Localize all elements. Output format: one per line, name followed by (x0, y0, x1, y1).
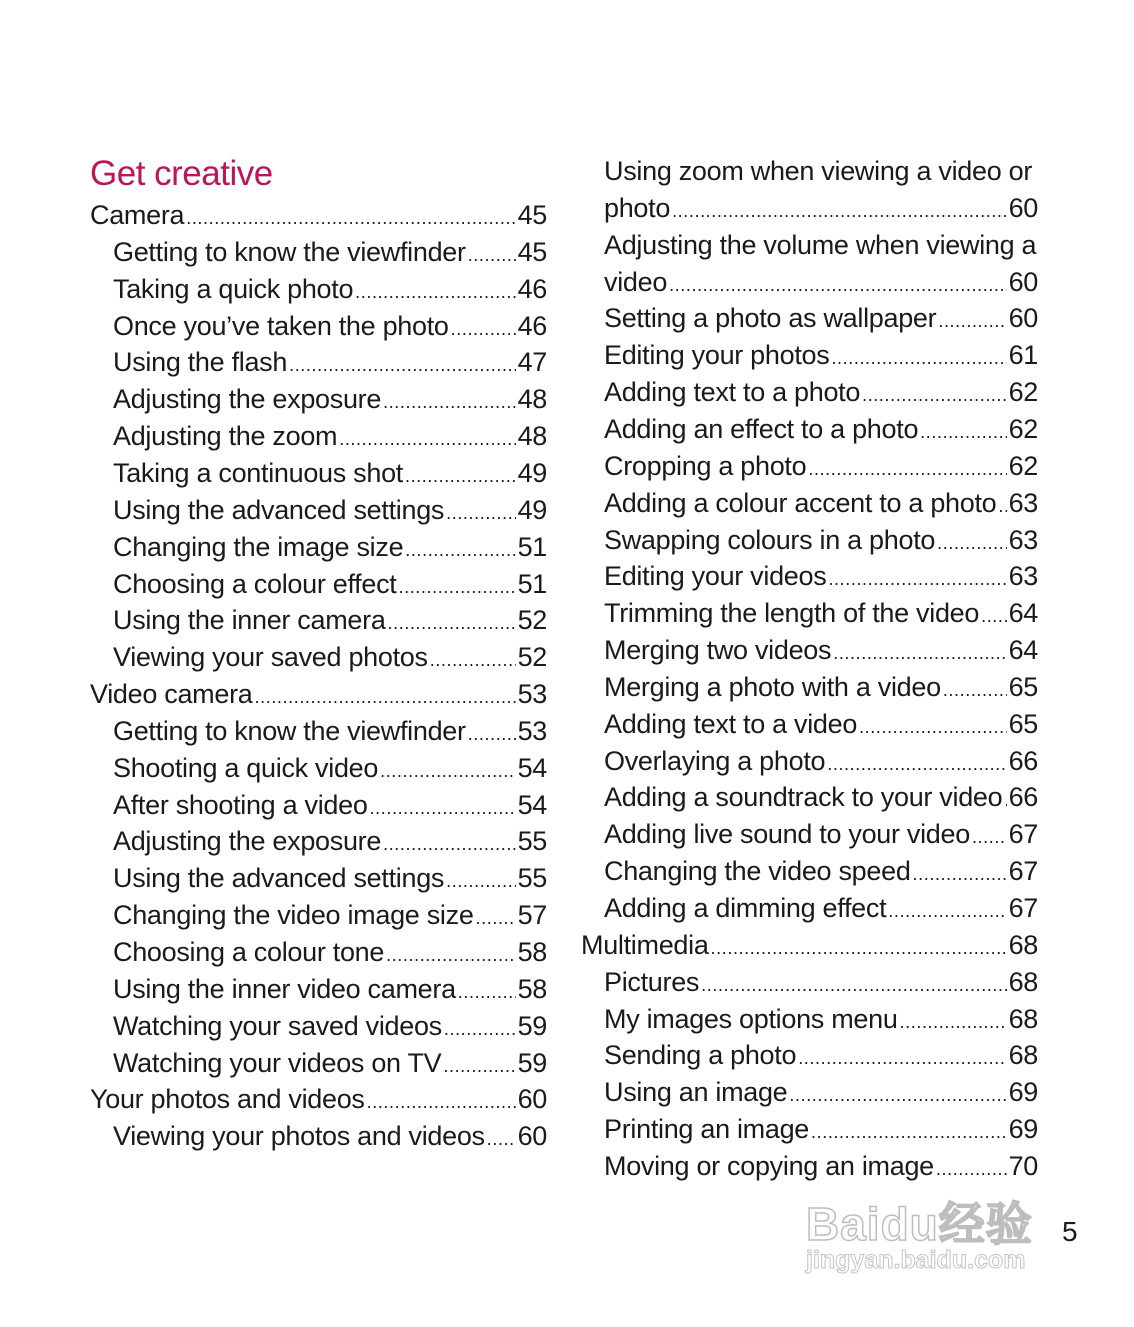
toc-entry-page: 63 (1008, 561, 1038, 592)
watermark-url: jingyan.baidu.com (806, 1246, 1026, 1274)
toc-entry-wrapped-line: Using zoom when viewing a video or (604, 156, 1033, 186)
toc-leader-dots (789, 1074, 1006, 1113)
toc-entry-title: After shooting a video (113, 789, 368, 820)
toc-leader-dots (380, 750, 515, 789)
toc-leader-dots (943, 669, 1007, 708)
toc-entry-page: 63 (1008, 524, 1038, 555)
toc-leader-dots (405, 455, 516, 494)
toc-entry (113, 492, 547, 528)
toc-entry-title: Trimming the length of the video (604, 598, 980, 629)
toc-leader-dots (399, 566, 516, 605)
toc-entry-title: Watching your videos on TV (113, 1047, 442, 1078)
toc-leader-dots (701, 964, 1006, 1003)
toc-entry (604, 337, 1038, 373)
toc-entry-title: Cropping a photo (604, 450, 807, 481)
toc-entry-title: Moving or copying an image (604, 1150, 934, 1181)
toc-entry-page: 48 (517, 384, 547, 415)
toc-leader-dots (920, 411, 1006, 450)
toc-entry-page: 68 (1008, 929, 1038, 960)
toc-entry-title: Editing your videos (604, 561, 827, 592)
toc-entry-page: 66 (1008, 745, 1038, 776)
toc-leader-dots (446, 492, 515, 531)
toc-leader-dots (1004, 779, 1006, 818)
toc-leader-dots (367, 1081, 516, 1120)
toc-entry-title: Taking a quick photo (113, 273, 354, 304)
toc-entry (604, 1148, 1038, 1184)
toc-entry (604, 300, 1038, 336)
toc-entry-page: 63 (1008, 487, 1038, 518)
toc-entry-title: Using the inner video camera (113, 973, 456, 1004)
toc-entry-page: 48 (517, 421, 547, 452)
toc-entry-title: Changing the video speed (604, 856, 911, 887)
toc-leader-dots (186, 197, 515, 236)
toc-leader-dots (711, 927, 1007, 966)
toc-entry-page: 60 (1008, 303, 1038, 334)
toc-entry (113, 602, 547, 638)
toc-entry (604, 1074, 1038, 1110)
toc-entry (604, 669, 1038, 705)
toc-leader-dots (913, 853, 1007, 892)
toc-entry (604, 558, 1038, 594)
toc-entry (113, 750, 547, 786)
toc-leader-dots (289, 344, 515, 383)
toc-entry (113, 934, 547, 970)
toc-entry-title: Using the advanced settings (113, 863, 445, 894)
toc-entry (113, 971, 547, 1007)
toc-entry-page: 53 (517, 679, 547, 710)
toc-leader-dots (339, 418, 515, 457)
toc-entry-page: 65 (1008, 708, 1038, 739)
toc-entry-title: Using the advanced settings (113, 494, 445, 525)
toc-entry-page: 46 (517, 273, 547, 304)
toc-entry (113, 381, 547, 417)
toc-entry-page: 54 (517, 752, 547, 783)
toc-entry-title: Getting to know the viewfinder (113, 236, 466, 267)
toc-entry (113, 308, 547, 344)
toc-leader-dots (888, 890, 1006, 929)
toc-entry-title: Merging a photo with a video (604, 671, 941, 702)
toc-entry-page: 62 (1008, 413, 1038, 444)
toc-entry-page: 49 (517, 457, 547, 488)
toc-leader-dots (383, 823, 515, 862)
toc-entry-page: 53 (517, 715, 547, 746)
toc-entry-page: 67 (1008, 856, 1038, 887)
toc-entry-page: 57 (517, 900, 547, 931)
toc-leader-dots (405, 529, 515, 568)
toc-entry (604, 190, 1038, 226)
toc-entry-page: 59 (517, 1010, 547, 1041)
toc-leader-dots (430, 639, 516, 678)
toc-entry-title: Printing an image (604, 1114, 810, 1145)
baidu-watermark (806, 1188, 1066, 1288)
toc-leader-dots (388, 602, 516, 641)
toc-entry-title: photo (604, 192, 671, 223)
toc-leader-dots (998, 485, 1006, 524)
toc-entry-title: Using the inner camera (113, 605, 386, 636)
toc-entry-title: Adding a soundtrack to your video (604, 782, 1003, 813)
toc-entry-title: Adjusting the exposure (113, 826, 382, 857)
toc-entry-page: 59 (517, 1047, 547, 1078)
toc-entry-page: 67 (1008, 893, 1038, 923)
toc-entry (113, 787, 547, 823)
toc-entry (113, 860, 547, 896)
section-title: Get creative (90, 154, 273, 193)
toc-entry-title: Adding a dimming effect (604, 893, 887, 923)
toc-entry-title: Sending a photo (604, 1040, 797, 1071)
toc-entry-title: Watching your saved videos (113, 1010, 442, 1041)
toc-entry-wrapped-line: Adjusting the volume when viewing a (604, 229, 1037, 260)
toc-entry (113, 1045, 547, 1081)
toc-entry-title: Using an image (604, 1077, 788, 1108)
toc-entry-page: 69 (1008, 1114, 1038, 1145)
toc-entry-title: Taking a continuous shot (113, 457, 403, 488)
toc-leader-dots (451, 308, 516, 347)
toc-entry (604, 1111, 1038, 1147)
toc-entry (90, 676, 547, 712)
toc-entry (113, 529, 547, 565)
toc-entry (604, 485, 1038, 521)
toc-entry-page: 61 (1008, 340, 1038, 371)
toc-entry-page: 58 (517, 973, 547, 1004)
toc-entry-title: Choosing a colour effect (113, 568, 397, 599)
toc-entry (604, 816, 1038, 852)
toc-entry-page: 45 (517, 236, 547, 267)
toc-entry-page: 66 (1008, 782, 1038, 813)
toc-entry-title: Your photos and videos (90, 1084, 365, 1115)
toc-entry-title: Adding text to a photo (604, 377, 861, 408)
toc-entry (113, 1008, 547, 1044)
toc-leader-dots (355, 271, 515, 310)
toc-entry (604, 1001, 1038, 1037)
toc-leader-dots (862, 374, 1006, 413)
toc-leader-dots (972, 816, 1007, 855)
toc-entry-title: Choosing a colour tone (113, 937, 385, 967)
toc-leader-dots (936, 1148, 1007, 1187)
toc-entry (90, 1081, 547, 1117)
toc-entry-page: 47 (517, 347, 547, 378)
toc-entry-page: 60 (1008, 192, 1038, 223)
toc-entry (604, 706, 1038, 742)
toc-entry-title: Setting a photo as wallpaper (604, 303, 937, 334)
toc-leader-dots (798, 1037, 1006, 1076)
toc-entry-page: 60 (1008, 266, 1038, 297)
toc-entry-page: 62 (1008, 450, 1038, 481)
toc-entry-title: Getting to know the viewfinder (113, 715, 466, 746)
toc-entry (604, 853, 1038, 889)
toc-entry-page: 58 (517, 937, 547, 967)
toc-entry-title: Using the flash (113, 347, 288, 378)
toc-entry-page: 46 (517, 310, 547, 341)
toc-entry-title: Changing the video image size (113, 900, 474, 931)
toc-entry-page: 67 (1008, 819, 1038, 850)
toc-entry-page: 45 (517, 200, 547, 230)
toc-entry (604, 743, 1038, 779)
toc-entry (581, 927, 1038, 963)
toc-leader-dots (487, 1118, 516, 1157)
toc-entry-title: Adjusting the zoom (113, 421, 338, 452)
toc-leader-dots (383, 381, 515, 420)
toc-entry-page: 68 (1008, 1040, 1038, 1071)
toc-entry-page: 69 (1008, 1077, 1038, 1108)
toc-entry (604, 264, 1038, 300)
toc-entry-title: Camera (90, 200, 185, 230)
toc-leader-dots (938, 300, 1006, 339)
toc-leader-dots (981, 595, 1006, 634)
toc-entry-title: Overlaying a photo (604, 745, 826, 776)
toc-entry-title: Adding live sound to your video (604, 819, 970, 850)
toc-entry (113, 271, 547, 307)
toc-entry-page: 68 (1008, 966, 1038, 997)
toc-entry-page: 64 (1008, 635, 1038, 666)
toc-entry-page: 49 (517, 494, 547, 525)
toc-entry (113, 897, 547, 933)
toc-entry-title: Pictures (604, 966, 700, 997)
toc-leader-dots (831, 337, 1006, 376)
toc-leader-dots (443, 1045, 515, 1084)
toc-entry-page: 54 (517, 789, 547, 820)
toc-leader-dots (255, 676, 516, 715)
toc-entry-title: video (604, 266, 668, 297)
toc-leader-dots (386, 934, 515, 973)
toc-entry-title: Changing the image size (113, 531, 404, 562)
toc-leader-dots (828, 558, 1006, 597)
toc-entry (113, 823, 547, 859)
toc-entry-title: Viewing your saved photos (113, 642, 428, 673)
toc-entry-page: 52 (517, 642, 547, 673)
toc-entry-page: 62 (1008, 377, 1038, 408)
toc-leader-dots (900, 1001, 1007, 1040)
toc-entry-page: 51 (517, 531, 547, 562)
toc-entry-page: 64 (1008, 598, 1038, 629)
toc-entry (113, 566, 547, 602)
toc-entry (604, 448, 1038, 484)
toc-leader-dots (672, 190, 1006, 229)
toc-entry-title: Editing your photos (604, 340, 830, 371)
toc-entry (604, 890, 1038, 926)
toc-leader-dots (446, 860, 515, 899)
toc-leader-dots (808, 448, 1006, 487)
toc-entry (113, 234, 547, 270)
toc-entry-title: Multimedia (581, 929, 709, 960)
toc-entry (113, 713, 547, 749)
toc-entry (113, 455, 547, 491)
toc-entry-page: 60 (517, 1121, 547, 1152)
toc-leader-dots (458, 971, 516, 1010)
toc-entry-title: Once you’ve taken the photo (113, 310, 449, 341)
watermark-logo: Baidu经验 (806, 1198, 1033, 1250)
toc-leader-dots (476, 897, 516, 936)
toc-entry (604, 374, 1038, 410)
toc-entry (604, 411, 1038, 447)
toc-entry (604, 522, 1038, 558)
toc-entry-page: 60 (517, 1084, 547, 1115)
toc-entry (90, 197, 547, 233)
toc-leader-dots (444, 1008, 516, 1047)
toc-entry (604, 1037, 1038, 1073)
toc-entry-title: Shooting a quick video (113, 752, 379, 783)
toc-entry-page: 52 (517, 605, 547, 636)
toc-entry-title: Swapping colours in a photo (604, 524, 936, 555)
toc-entry (113, 418, 547, 454)
toc-leader-dots (811, 1111, 1007, 1150)
toc-leader-dots (468, 713, 516, 752)
toc-entry-page: 51 (517, 568, 547, 599)
toc-entry (113, 1118, 547, 1154)
toc-entry-page: 55 (517, 826, 547, 857)
toc-entry-title: Adding a colour accent to a photo (604, 487, 997, 518)
toc-entry (604, 779, 1038, 815)
toc-entry-title: Adjusting the exposure (113, 384, 382, 415)
toc-entry-page: 55 (517, 863, 547, 894)
toc-entry-title: Adding an effect to a photo (604, 413, 919, 444)
toc-entry-title: Video camera (90, 679, 253, 710)
page-number: 5 (1062, 1216, 1078, 1247)
toc-entry (604, 595, 1038, 631)
toc-leader-dots (937, 522, 1006, 561)
toc-leader-dots (859, 706, 1006, 745)
toc-entry-page: 68 (1008, 1003, 1038, 1034)
toc-leader-dots (370, 787, 516, 826)
toc-entry-title: Adding text to a video (604, 708, 858, 739)
toc-leader-dots (827, 743, 1006, 782)
toc-leader-dots (669, 264, 1007, 303)
toc-entry (604, 632, 1038, 668)
toc-entry-title: Merging two videos (604, 635, 832, 666)
toc-entry (113, 344, 547, 380)
toc-entry (604, 964, 1038, 1000)
toc-entry (113, 639, 547, 675)
toc-entry-title: My images options menu (604, 1003, 898, 1034)
toc-entry-page: 65 (1008, 671, 1038, 702)
toc-entry-page: 70 (1008, 1150, 1038, 1181)
toc-leader-dots (833, 632, 1006, 671)
toc-leader-dots (468, 234, 516, 273)
toc-entry-title: Viewing your photos and videos (113, 1121, 485, 1152)
